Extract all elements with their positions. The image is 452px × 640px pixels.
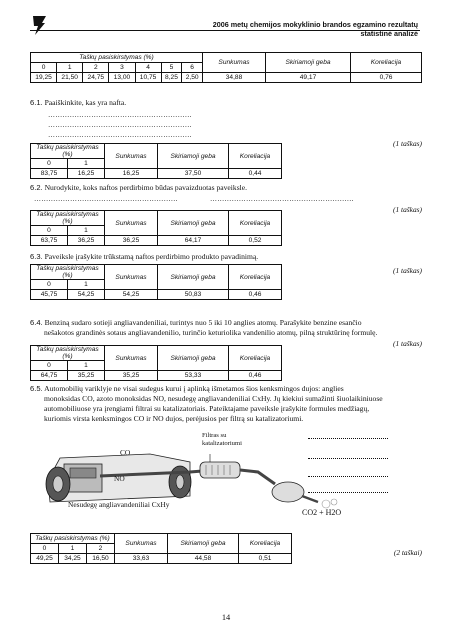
no-label: NO [114,474,125,483]
dist-header: Taškų pasiskirstymas (%) [31,534,115,544]
skiriamoji-value: 49,17 [266,73,351,83]
point-col: 0 [31,544,59,554]
value-cell: 16,50 [86,554,114,564]
sunkumas-header: Sunkumas [105,144,158,169]
value-cell: 24,75 [83,73,109,83]
value-cell: 54,25 [67,290,104,300]
sunkumas-header: Sunkumas [105,265,158,290]
value-cell: 83,75 [31,169,68,179]
sunkumas-header: Sunkumas [203,53,266,73]
skiriamoji-header: Skiriamoji geba [158,346,229,371]
dist-header: Taškų pasiskirstymas (%) [31,144,105,159]
sunkumas-header: Sunkumas [115,534,168,554]
koreliacija-value: 0,46 [229,290,282,300]
point-col: 1 [67,361,104,371]
sunkumas-value: 16,25 [105,169,158,179]
answer-line [308,458,388,459]
filter-label: Filtras su katalizatoriumi [202,432,242,447]
co-label: CO [120,448,131,457]
hydrocarbons-label: Nesudegę angliavandeniliai CxHy [68,500,170,509]
value-cell: 63,75 [31,236,68,246]
page-number: 14 [221,613,231,622]
answer-line [308,438,388,439]
point-col: 1 [57,63,83,73]
value-cell: 21,50 [57,73,83,83]
point-col: 4 [135,63,161,73]
skiriamoji-value: 53,33 [158,371,229,381]
value-cell: 16,25 [67,169,104,179]
point-col: 0 [31,159,68,169]
points-label: (1 taškas) [393,139,422,148]
skiriamoji-value: 64,17 [158,236,229,246]
header-rule [30,30,420,31]
sunkumas-value: 34,88 [203,73,266,83]
koreliacija-header: Koreliacija [229,265,282,290]
publisher-logo [30,14,48,36]
points-label: (2 taškai) [393,548,422,557]
stats-table-6-5 [30,533,292,564]
points-label: (1 taškas) [393,266,422,275]
answer-line [308,492,388,493]
koreliacija-value: 0,46 [229,371,282,381]
skiriamoji-header: Skiriamoji geba [158,265,229,290]
koreliacija-header: Koreliacija [229,346,282,371]
value-cell: 13,00 [109,73,135,83]
question-6-2: 6.2. Nurodykite, koks naftos perdirbimo būdas pavaizduotas paveiksle. [30,183,248,192]
answer-line [308,476,388,477]
skiriamoji-value: 37,50 [158,169,229,179]
value-cell: 2,50 [182,73,203,83]
question-6-3: 6.3. Paveiksle įrašykite trūkstamą naftos perdirbimo produkto pavadinimą. [30,252,259,261]
point-col: 2 [83,63,109,73]
koreliacija-header: Koreliacija [229,144,282,169]
page-header: 2006 metų chemijos mokyklinio brandos egzamino rezultatų statistinė analizė [212,20,418,38]
koreliacija-value: 0,44 [229,169,282,179]
koreliacija-value: 0,52 [229,236,282,246]
sunkumas-value: 33,63 [115,554,168,564]
koreliacija-value: 0,51 [239,554,292,564]
sunkumas-value: 36,25 [105,236,158,246]
exhaust-diagram [40,432,420,528]
point-col: 3 [109,63,135,73]
value-cell: 49,25 [31,554,59,564]
point-col: 0 [31,63,57,73]
point-col: 1 [67,226,104,236]
answer-line: …………………………………………………… [48,131,192,139]
answer-line: …………………………………………………… [48,121,192,129]
product-label: CO2 + H2O [302,508,342,517]
point-col: 2 [86,544,114,554]
point-col: 1 [58,544,86,554]
value-cell: 64,75 [31,371,68,381]
value-cell: 19,25 [31,73,57,83]
stats-table-6-1 [30,143,282,179]
value-cell: 35,25 [67,371,104,381]
stats-table-top [30,52,422,83]
dist-header: Taškų pasiskirstymas (%) [31,265,105,280]
stats-table-6-3 [30,264,282,300]
dist-header: Taškų pasiskirstymas (%) [31,53,203,63]
skiriamoji-header: Skiriamoji geba [266,53,351,73]
point-col: 1 [67,159,104,169]
points-label: (1 taškas) [393,205,422,214]
sunkumas-header: Sunkumas [105,346,158,371]
stats-table-6-2 [30,210,282,246]
value-cell: 34,25 [58,554,86,564]
skiriamoji-header: Skiriamoji geba [168,534,239,554]
answer-line: …………………………………………………… [210,195,354,203]
stats-table-6-4 [30,345,282,381]
point-col: 5 [161,63,182,73]
koreliacija-header: Koreliacija [239,534,292,554]
answer-line: …………………………………………………… [34,195,178,203]
sunkumas-value: 35,25 [105,371,158,381]
value-cell: 8,25 [161,73,182,83]
koreliacija-value: 0,76 [351,73,422,83]
question-6-4: 6.4. Benziną sudaro sotieji angliavandeniliai, turintys nuo 5 iki 10 anglies atomų. Parašykite benzine esančio nešakotos grandinės sotaus angliavandenilio, turinčio keturiolika vandenilio atomų, pilną struktūrinę formulę. [30,318,378,337]
point-col: 0 [31,361,68,371]
question-6-5: 6.5. Automobilių variklyje ne visai sudegus kurui į aplinką išmetamos šios kenksmingos dujos: anglies monoksidas CO, azoto monoksidas NO, nesudegę angliavandeniliai CxHy. Jų kiekiui sumažinti šiuolaikiniuose automobiliuose yra įrengiami filtrai su katalizatoriais. Pateiktajame paveiksle įrašykite formules medžiagų, kuriomis virsta kenksmingos CO ir NO dujos, perėjusios per filtrą su katalizatoriumi. [30,384,383,423]
sunkumas-header: Sunkumas [105,211,158,236]
value-cell: 36,25 [67,236,104,246]
skiriamoji-value: 50,83 [158,290,229,300]
point-col: 1 [67,280,104,290]
koreliacija-header: Koreliacija [229,211,282,236]
value-cell: 45,75 [31,290,68,300]
point-col: 0 [31,226,68,236]
point-col: 6 [182,63,203,73]
question-6-1: 6.1. Paaiškinkite, kas yra nafta. [30,98,127,107]
skiriamoji-header: Skiriamoji geba [158,211,229,236]
sunkumas-value: 54,25 [105,290,158,300]
dist-header: Taškų pasiskirstymas (%) [31,211,105,226]
point-col: 0 [31,280,68,290]
dist-header: Taškų pasiskirstymas (%) [31,346,105,361]
skiriamoji-header: Skiriamoji geba [158,144,229,169]
koreliacija-header: Koreliacija [351,53,422,73]
answer-line: …………………………………………………… [48,111,192,119]
value-cell: 10,75 [135,73,161,83]
skiriamoji-value: 44,58 [168,554,239,564]
points-label: (1 taškas) [393,339,422,348]
